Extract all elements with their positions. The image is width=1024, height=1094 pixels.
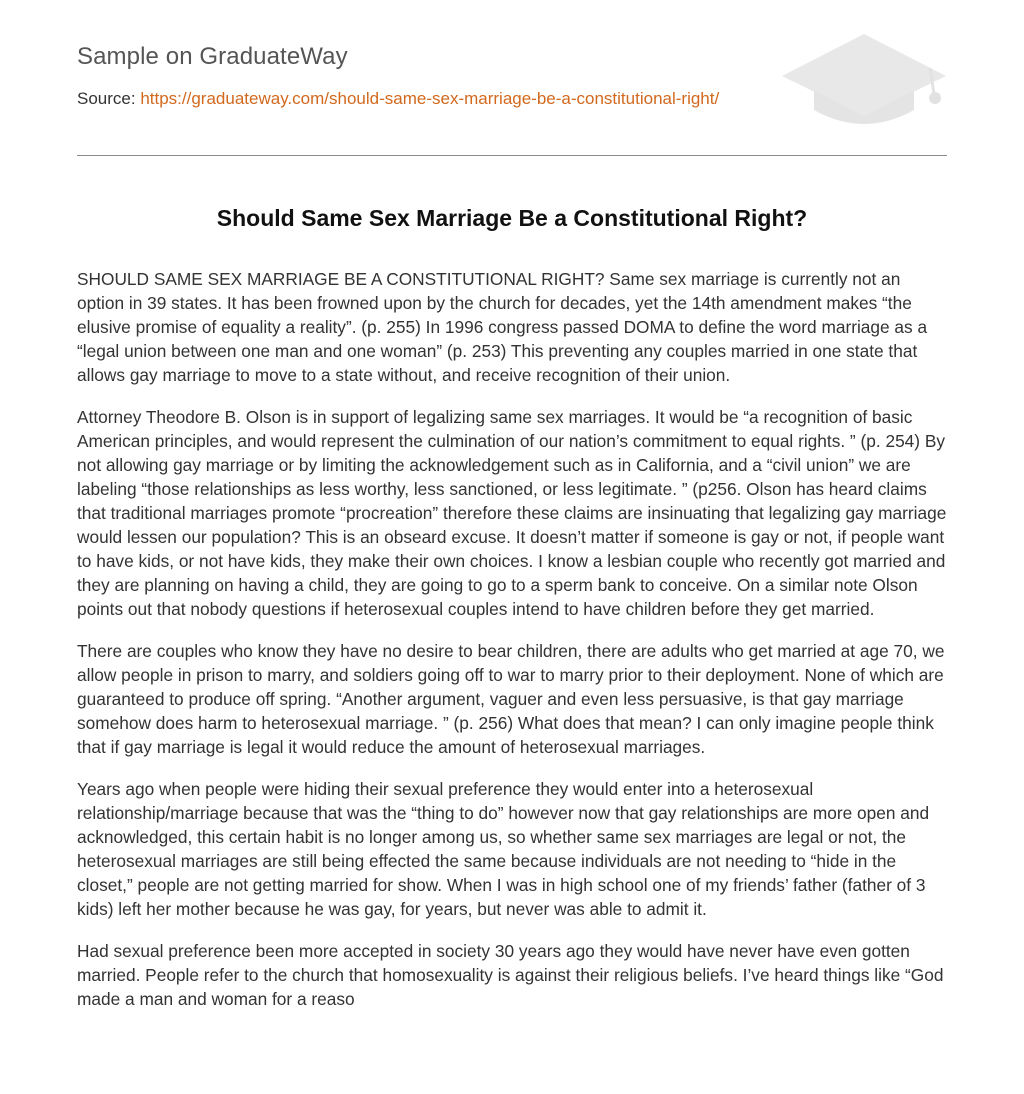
site-brand: Sample on GraduateWay xyxy=(77,43,348,70)
graduation-cap-icon xyxy=(780,30,948,134)
article-body xyxy=(77,267,949,1029)
page-header xyxy=(77,0,947,156)
article-paragraph: Years ago when people were hiding their sexual preference they would enter into a heterosexual relationship/marriage because that was the “thing to do” however now that gay relationships are more open and acknowledged, this certain habit is no longer among us, so whether same sex marriages are legal or not, the heterosexual marriages are still being effected the same because individuals are not needing to “hide in the closet,” people are not getting married for show. When I was in high school one of my friends’ father (father of 3 kids) left her mother because he was gay, for years, but never was able to admit it. xyxy=(77,779,930,919)
article-paragraph: Had sexual preference been more accepted in society 30 years ago they would have never have even gotten married. People refer to the church that homosexuality is against their religious beliefs. I’ve heard things like “God made a man and woman for a reaso xyxy=(77,941,944,1009)
page xyxy=(77,0,947,1009)
article-paragraph: There are couples who know they have no desire to bear children, there are adults who get married at age 70, we allow people in prison to marry, and soldiers going off to war to marry prior to their deployment. None of which are guaranteed to produce off spring. “Another argument, vaguer and even less persuasive, is that gay marriage somehow does harm to heterosexual marriage. ” (p. 256) What does that mean? I can only imagine people think that if gay marriage is legal it would reduce the amount of heterosexual marriages. xyxy=(77,641,945,757)
article-paragraph: SHOULD SAME SEX MARRIAGE BE A CONSTITUTIONAL RIGHT? Same sex marriage is currently not an option in 39 states. It has been frowned upon by the church for decades, yet the 14th amendment makes “the elusive promise of equality a reality”. (p. 255) In 1996 congress passed DOMA to define the word marriage as a “legal union between one man and one woman” (p. 253) This preventing any couples married in one state that allows gay marriage to move to a state without, and receive recognition of their union. xyxy=(77,269,928,385)
source-label: Source: xyxy=(77,89,136,108)
source-link[interactable]: https://graduateway.com/should-same-sex-marriage-be-a-constitutional-right/ xyxy=(140,89,720,108)
article-paragraph: Attorney Theodore B. Olson is in support of legalizing same sex marriages. It would be “a recognition of basic American principles, and would represent the culmination of our nation’s commitment to equal rights. ” (p. 254) By not allowing gay marriage or by limiting the acknowledgement such as in California, and a “civil union” we are labeling “those relationships as less worthy, less sanctioned, or less legitimate. ” (p256. Olson has heard claims that traditional marriages promote “procreation” therefore these claims are insinuating that legalizing gay marriage would lessen our population? This is an obseard excuse. It doesn’t matter if someone is gay or not, if people want to have kids, or not have kids, they make their own choices. I know a lesbian couple who recently got married and they are planning on having a child, they are going to go to a sperm bank to conceive. On a similar note Olson points out that nobody questions if heterosexual couples intend to have children before they get married. xyxy=(77,407,947,619)
article-title: Should Same Sex Marriage Be a Constitutional Right? xyxy=(216,205,808,231)
source-line xyxy=(77,89,719,109)
graduation-cap-icon-svg xyxy=(780,30,948,134)
